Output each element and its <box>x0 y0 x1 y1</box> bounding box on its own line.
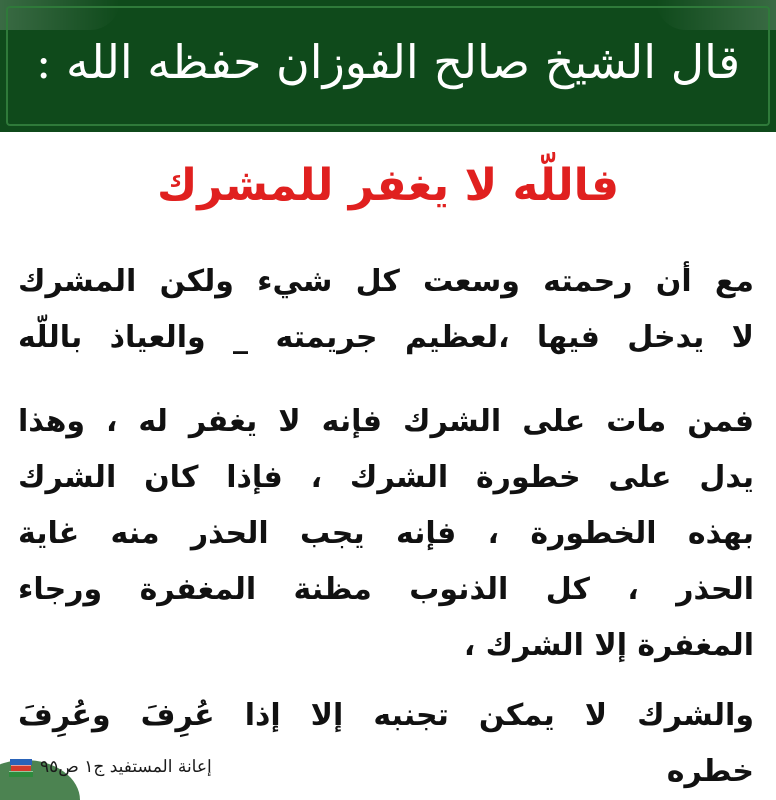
header-title: قال الشيخ صالح الفوزان حفظه الله : <box>35 35 741 89</box>
paragraph-line: لا يدخل فيها ،لعظيم جريمته _ والعياذ باللّه <box>18 320 754 355</box>
paragraph-line: مع أن رحمته وسعت كل شيء ولكن المشرك <box>18 264 754 299</box>
paragraph-line: خطره <box>666 754 754 789</box>
paragraph-line: الحذر ، كل الذنوب مظنة المغفرة ورجاء <box>18 572 754 607</box>
reference-text: إعانة المستفيد ج١ ص٩٥ <box>40 757 212 777</box>
paragraph-line: والشرك لا يمكن تجنبه إلا إذا عُرِفَ وعُرِفَ <box>18 698 754 733</box>
paragraph-line: بهذه الخطورة ، فإنه يجب الحذر منه غاية <box>18 516 754 551</box>
paragraph-line: فمن مات على الشرك فإنه لا يغفر له ، وهذا <box>18 404 754 439</box>
headline: فاللّه لا يغفر للمشرك <box>156 160 620 211</box>
header-banner <box>0 0 776 132</box>
paragraph-1 <box>18 254 754 366</box>
paragraph-2 <box>18 394 754 674</box>
paragraph-line: المغفرة إلا الشرك ، <box>463 628 754 663</box>
source-reference <box>8 750 212 784</box>
paragraph-line: يدل على خطورة الشرك ، فإذا كان الشرك <box>18 460 754 495</box>
books-icon <box>8 756 34 778</box>
